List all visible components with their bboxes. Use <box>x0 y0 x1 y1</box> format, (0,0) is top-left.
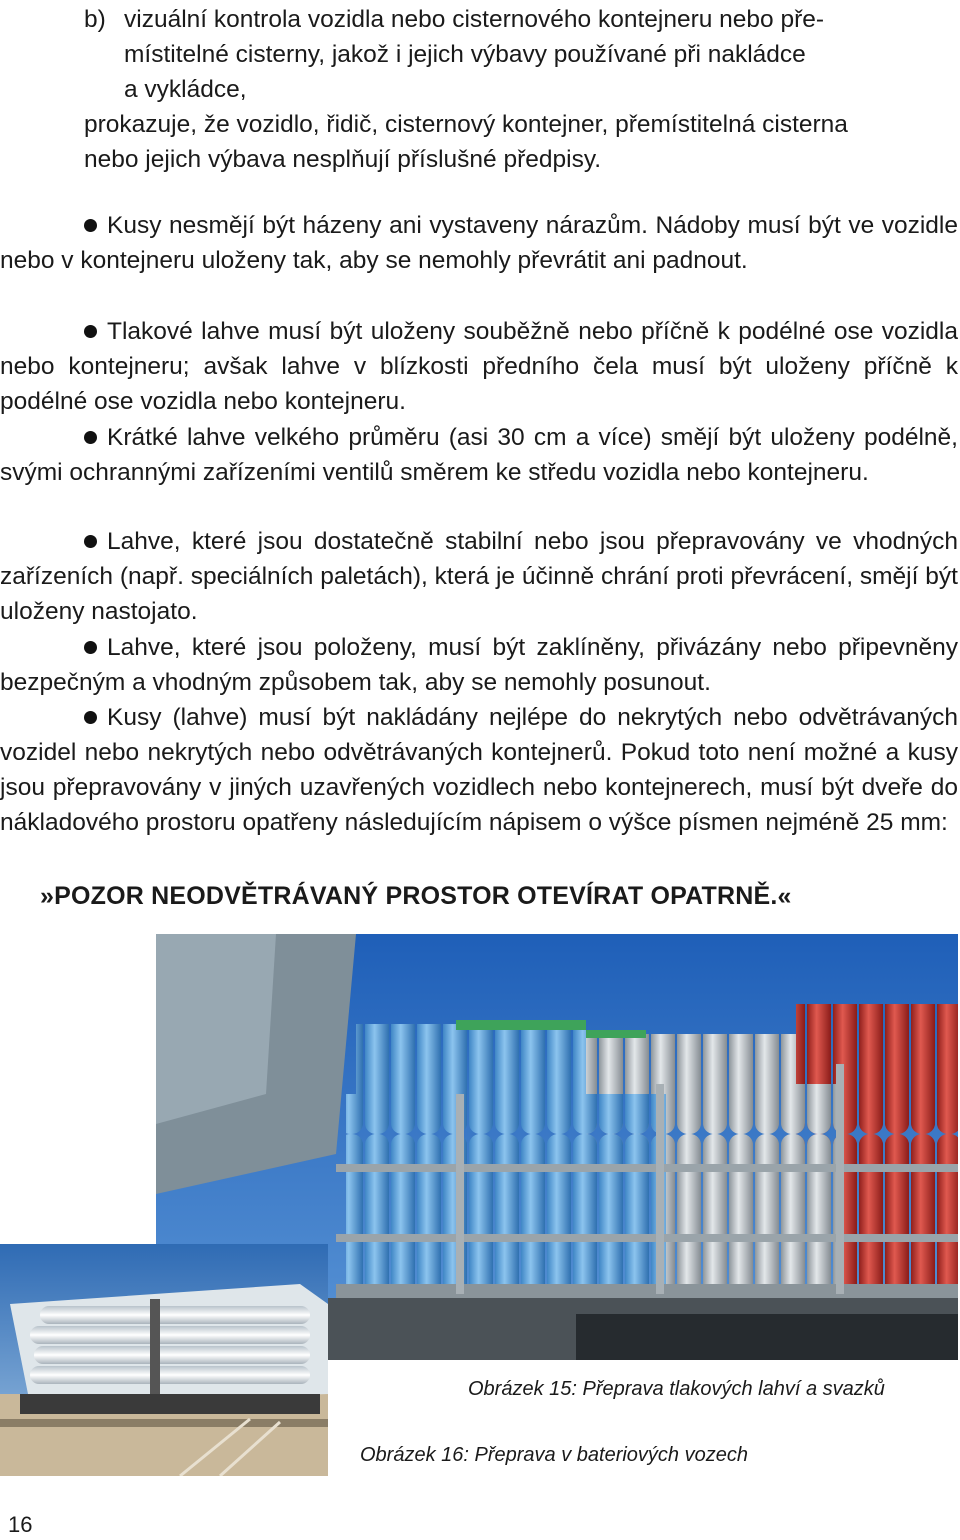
item-b-line: a vykládce, <box>124 76 247 103</box>
item-b-line: místitelné cisterny, jakož i jejich výbavy používané při nakládce <box>124 41 806 68</box>
warning-notice: »POZOR NEODVĚTRÁVANÝ PROSTOR OTEVÍRAT OPATRNĚ.« <box>40 882 792 910</box>
caption-figure-16: Obrázek 16: Přeprava v bateriových vozech <box>360 1444 748 1466</box>
paragraph-kusy <box>0 208 958 278</box>
item-b-continuation <box>84 107 958 177</box>
bullet-icon <box>84 535 97 548</box>
bullet-icon <box>84 711 97 724</box>
page-number: 16 <box>8 1512 33 1537</box>
item-b-line: vizuální kontrola vozidla nebo cisternového kontejneru nebo pře- <box>124 6 825 33</box>
item-b-text <box>124 2 958 107</box>
paragraph-tlakove-lahve <box>0 314 958 419</box>
paragraph-text: Lahve, které jsou položeny, musí být zaklíněny, přivázány nebo připevněny bezpečným a vhodným způsobem tak, aby se nemohly posunout. <box>0 634 958 696</box>
paragraph-text: Krátké lahve velkého průměru (asi 30 cm a více) smějí být uloženy podélně, svými ochrannými zařízeními ventilů směrem ke středu vozidla nebo kontejneru. <box>0 424 958 486</box>
paragraph-stabilni-lahve <box>0 524 958 629</box>
paragraph-text: Tlakové lahve musí být uloženy souběžně nebo příčně k podélné ose vozidla nebo kontejneru; avšak lahve v blízkosti předního čela musí být uloženy příčně k podélné ose vozidla nebo kontejneru. <box>0 318 958 415</box>
item-b-line: prokazuje, že vozidlo, řidič, cisternový kontejner, přemístitelná cisterna <box>84 111 848 138</box>
item-b-label: b) <box>84 6 106 33</box>
caption-figure-15: Obrázek 15: Přeprava tlakových lahví a svazků <box>468 1378 885 1400</box>
paragraph-text: Lahve, které jsou dostatečně stabilní nebo jsou přepravovány ve vhodných zařízeních (např. speciálních paletách), která je účinně chrání proti převrácení, smějí být uloženy nastojato. <box>0 528 958 625</box>
battery-wagons-illustration <box>0 1244 328 1476</box>
bullet-icon <box>84 641 97 654</box>
item-b-line: nebo jejich výbava nesplňují příslušné předpisy. <box>84 146 602 173</box>
paragraph-text: Kusy nesmějí být házeny ani vystaveny nárazům. Nádoby musí být ve vozidle nebo v kontejneru uloženy tak, aby se nemohly převrátit ani padnout. <box>0 212 958 274</box>
paragraph-text: Kusy (lahve) musí být nakládány nejlépe do nekrytých nebo odvětrávaných vozidel nebo nekrytých nebo odvětrávaných kontejnerů. Pokud toto není možné a kusy jsou přepravovány v jiných uzavřených vozidlech nebo kontejnerech, musí být dveře do nákladového prostoru opatřeny následujícím nápisem o výšce písmen nejméně 25 mm: <box>0 704 958 836</box>
bullet-icon <box>84 325 97 338</box>
paragraph-kratke-lahve <box>0 420 958 490</box>
bullet-icon <box>84 431 97 444</box>
bullet-icon <box>84 219 97 232</box>
paragraph-polozene-lahve <box>0 630 958 700</box>
paragraph-nakladani <box>0 700 958 840</box>
photo-battery-wagons <box>0 1244 328 1476</box>
